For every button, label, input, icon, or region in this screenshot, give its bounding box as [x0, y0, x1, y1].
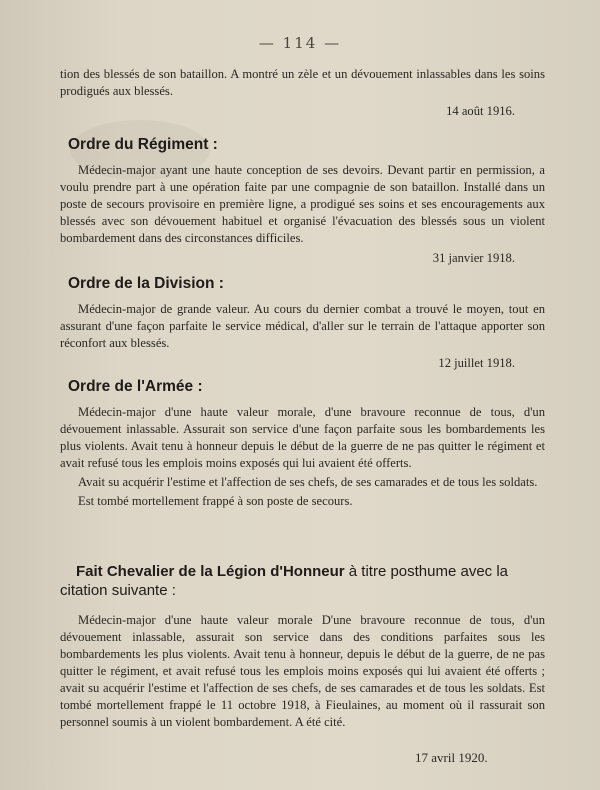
armee-title: Ordre de l'Armée : — [68, 378, 203, 395]
armee-p2: Avait su acquérir l'estime et l'affection de ses chefs, de ses camarades et de tous les soldats. — [78, 475, 538, 489]
intro-text: tion des blessés de son bataillon. A montré un zèle et un dévouement inlassables dans les soins prodigués aux blessés. — [60, 67, 545, 98]
page-number: — 114 — — [258, 34, 342, 52]
legion-date: 17 avril 1920. — [415, 750, 488, 765]
intro-section — [60, 66, 545, 119]
division-date: 12 juillet 1918. — [438, 356, 515, 370]
armee-section — [60, 378, 545, 510]
regiment-date: 31 janvier 1918. — [432, 251, 515, 265]
regiment-title: Ordre du Régiment : — [68, 136, 218, 153]
legion-title-bold: Fait Chevalier de la Légion d'Honneur — [76, 563, 345, 580]
armee-p1: Médecin-major d'une haute valeur morale, d'une bravoure reconnue de tous, d'un dévouement inlassable. Assurait son service d'une façon parfaite sous les bombardements les plus violents. Avait tenu à honneur depuis le début de la guerre de ne pas quitter le régiment et avait refusé tous les emplois moins exposés qui lui avaient été offerts. — [60, 405, 545, 470]
intro-date: 14 août 1916. — [446, 104, 515, 118]
legion-text: Médecin-major d'une haute valeur morale D'une bravoure reconnue de tous, d'un dévouement inlassable, assurait son service dans des conditions parfaites sous les bombardements les plus violents. Avait tenu à honneur, depuis le début de la guerre, de ne pas quitter le régiment, et avait refusé tous les emplois moins exposés qui lui avaient été offerts ; avait su acquérir l'estime et l'affection de ses chefs, de ses camarades et de tous les soldats. Est tombé mortellement frappé le 11 octobre 1918, à Fieulaines, au moment où il rassurait son personnel soumis à un violent bombardement. A été cité. — [60, 613, 545, 729]
regiment-text: Médecin-major ayant une haute conception de ses devoirs. Devant partir en permission, a voulu prendre part à une opération faite par une compagnie de son bataillon. Installé dans un poste de secours provisoire en première ligne, a prodigué ses soins et ses encouragements aux blessés avec son dévouement habituel et organisé l'évacuation des blessés sous un violent bombardement dans des circonstances difficiles. — [60, 163, 545, 245]
legion-title-rest: à titre posthume avec la citation suivante : — [60, 563, 509, 599]
division-title: Ordre de la Division : — [68, 275, 224, 292]
division-section — [60, 275, 545, 371]
legion-section — [60, 562, 545, 731]
division-text: Médecin-major de grande valeur. Au cours du dernier combat a trouvé le moyen, tout en assurant d'une façon parfaite le service médical, d'aller sur le terrain de l'attaque apporter son réconfort aux blessés. — [60, 302, 545, 350]
regiment-section — [60, 136, 545, 266]
legion-title — [60, 562, 545, 600]
armee-p3: Est tombé mortellement frappé à son poste de secours. — [78, 494, 353, 508]
